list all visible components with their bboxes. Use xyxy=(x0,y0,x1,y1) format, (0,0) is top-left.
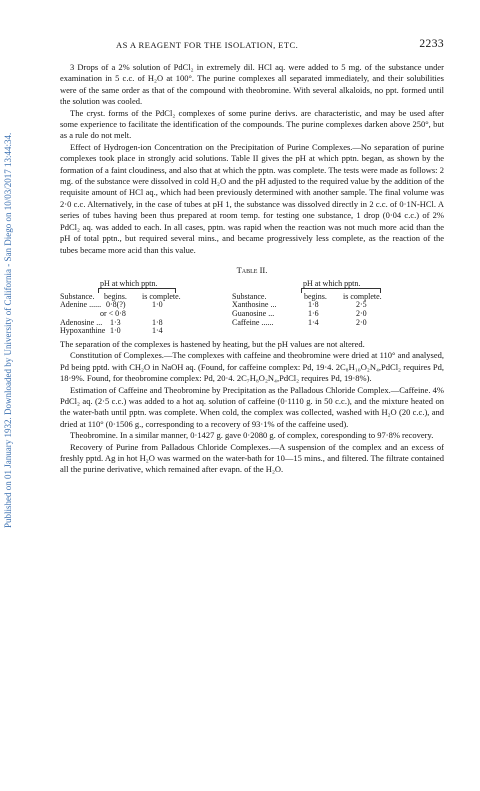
col-complete-right: is complete. xyxy=(343,291,382,301)
row-name: Guanosine ... xyxy=(232,308,275,318)
sidebar-publication-note: Published on 01 January 1932. Downloaded by University of California - San Diego on 10/03/2017 13:44:34. xyxy=(3,132,13,528)
paragraph-6: Estimation of Caffeine and Theobromine by Precipitation as the Palladous Chloride Complex.—Caffeine. 4% PdCl₂ aq. (2·5 c.c.) was added to a hot aq. solution of caffeine (0·1110 g. in 50 c.c.), and the mixture heated on the water-bath until pptn. was complete. When cold, the complex was collected, washed with H₂O (20 c.c.), and dried at 110° (0·1506 g., corresponding to a recovery of 93·1% of the caffeine used). xyxy=(60,384,444,429)
row-begins: 1·3 xyxy=(110,317,121,327)
col-substance-right: Substance. xyxy=(232,291,267,301)
paragraph-4: The separation of the complexes is hastened by heating, but the pH values are not altered. xyxy=(60,338,365,349)
row-name: Xanthosine ... xyxy=(232,299,277,309)
table-caption: Table II. xyxy=(236,264,268,275)
row-begins: 1·6 xyxy=(308,308,319,318)
row-begins: 1·0 xyxy=(110,325,121,335)
paragraph-3: Effect of Hydrogen-ion Concentration on the Precipitation of Purine Complexes.—No separation of purine complexes took place in strongly acid solutions. Table II gives the pH at which pptn. began, as shown by the formation of a faint cloudiness, and also that at which the pptn. was complete. The tests were made as follows: 2 mg. of the substance were dissolved in cold H₂O and the pH adjusted to the required value by the addition of the requisite amount of HCl aq., which had been previously determined with another sample. The final volume was 2·0 c.c. Alternatively, in the case of tubes at pH 1, the substance was dissolved directly in 2 c.c. of 0·1N-HCl. A series of tubes having been thus prepared at room temp. for testing one substance, 1 drop (0·04 c.c.) of 2% PdCl₂ aq. was added to each. In all cases, pptn. was rapid when the reaction was not much more acid than the pH of total pptn., but required several mins., and became progressively less complete, as the reaction of the tubes became more acid than this value. xyxy=(60,141,444,255)
row-name: Hypoxanthine xyxy=(60,325,106,335)
row-begins: 0·8(?) xyxy=(106,299,126,309)
row-begins: 1·8 xyxy=(308,299,319,309)
group-header-right: pH at which pptn. xyxy=(303,278,361,288)
row-begins: 1·4 xyxy=(308,317,319,327)
row-complete: 1·4 xyxy=(152,325,163,335)
table-ii xyxy=(60,279,444,333)
paragraph-8: Recovery of Purine from Palladous Chloride Complexes.—A suspension of the complex and an excess of freshly pptd. Ag in hot H₂O was warmed on the water-bath for 10—15 mins., and filtered. The filtrate contained all the purine derivative, which remained after evapn. of the H₂O. xyxy=(60,441,444,475)
paragraph-5: Constitution of Complexes.—The complexes with caffeine and theobromine were dried at 110° and analysed, Pd being pptd. with CH₂O in NaOH aq. (Found, for caffeine complex: Pd, 19·4. 2C₈H₁₀O₂N₄,PdCl₂ requires Pd, 18·9%. Found, for theobromine complex: Pd, 20·4. 2C₇H₈O₂N₄,PdCl₂ requires Pd, 19·8%). xyxy=(60,350,444,384)
col-begins-left: begins. xyxy=(104,291,127,301)
paragraph-7: Theobromine. In a similar manner, 0·1427 g. gave 0·2080 g. of complex, coresponding to 97·8% recovery. xyxy=(70,430,434,441)
row-complete: 2·0 xyxy=(356,308,367,318)
row-begins: or < 0·8 xyxy=(100,308,126,318)
running-title: AS A REAGENT FOR THE ISOLATION, ETC. xyxy=(116,40,299,50)
row-complete: 2·0 xyxy=(356,317,367,327)
paragraph-2: The cryst. forms of the PdCl₂ complexes of some purine derivs. are characteristic, and may be used after some experience to facilitate the identification of the compounds. The purine complexes darken above 250°, but as a rule do not melt. xyxy=(60,107,444,141)
row-complete: 2·5 xyxy=(356,299,367,309)
col-substance-left: Substance. xyxy=(60,291,95,301)
col-begins-right: begins. xyxy=(304,291,327,301)
running-header xyxy=(60,38,444,52)
row-name: Adenosine ... xyxy=(60,317,103,327)
row-name: Caffeine ...... xyxy=(232,317,274,327)
row-complete: 1·0 xyxy=(152,299,163,309)
col-complete-left: is complete. xyxy=(142,291,181,301)
group-header-left: pH at which pptn. xyxy=(100,278,158,288)
row-complete: 1·8 xyxy=(152,317,163,327)
row-name: Adenine ...... xyxy=(60,299,102,309)
page-body xyxy=(60,38,444,476)
paragraph-1: 3 Drops of a 2% solution of PdCl₂ in extremely dil. HCl aq. were added to 5 mg. of the substance under examination in 5 c.c. of H₂O at 100°. The purine complexes all separated immediately, and their solubilities were of the same order as that of the compound with theobromine. With several alkaloids, no ppt. formed until the solution was cooled. xyxy=(60,62,444,107)
page-number: 2233 xyxy=(419,38,444,50)
